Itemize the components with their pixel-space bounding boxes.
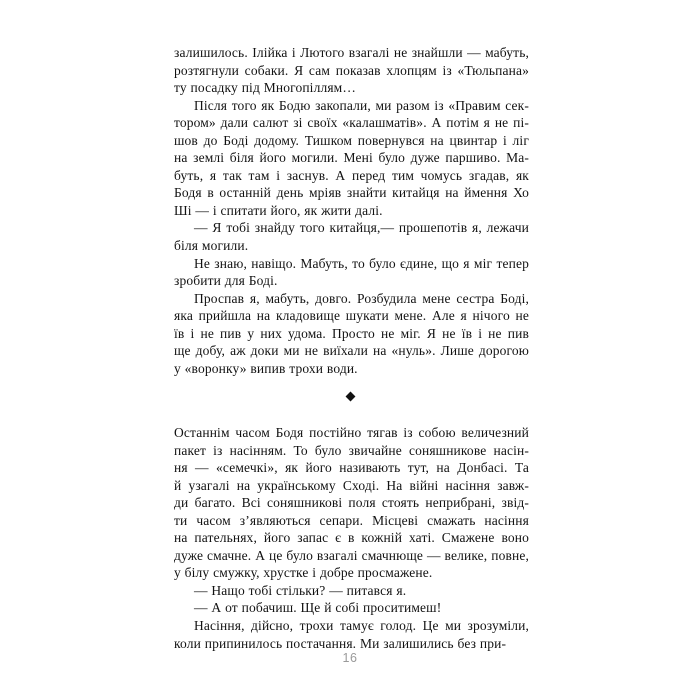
paragraph <box>174 255 529 290</box>
text-line: Бодя в останній день мріяв знайти китайця на ймення Хо <box>174 185 529 201</box>
paragraph <box>174 44 529 97</box>
text-line: яка прийшла на кладовище шукати мене. Але я нічого не <box>174 308 529 324</box>
text-line: шов до Боді додому. Тишком повернувся на цвинтар і ліг <box>174 132 529 148</box>
diamond-icon <box>345 391 355 401</box>
text-line: тором» дали салют зі своїх «калашматів». А потім я не пі- <box>174 115 529 131</box>
text-line: ту посадку під Многопіллям… <box>174 80 356 96</box>
text-line: Не знаю, навіщо. Мабуть, то було єдине, що я міг тепер <box>194 255 529 271</box>
text-line: розтягнули собаки. Я сам показав хлопцям із «Тюльпана» <box>174 62 529 78</box>
text-line: пакет із насінням. То було звичайне соняшникове насін- <box>174 442 529 458</box>
text-line: на пательнях, його запас є в кожній хаті. Смажене воно <box>174 530 529 546</box>
text-line: у білу смужку, хрустке і добре просмажене. <box>174 565 433 581</box>
text-line: Проспав я, мабуть, довго. Розбудила мене сестра Боді, <box>194 290 529 306</box>
text-line: — Я тобі знайду того китайця,— прошепотів я, лежачи <box>194 220 529 236</box>
paragraph <box>174 424 529 582</box>
text-line: Після того як Бодю закопали, ми разом із «Правим сек- <box>194 97 529 113</box>
text-line: ще добу, аж доки ми не виїхали на «нуль». Лише дорогою <box>174 343 529 359</box>
paragraph <box>174 97 529 220</box>
paragraph <box>174 617 529 652</box>
text-line: — Нащо тобі стільки? — питався я. <box>194 582 407 598</box>
paragraph <box>174 582 529 600</box>
paragraph <box>174 599 529 617</box>
text-line: на землі біля його могили. Мені було дуже паршиво. Ма- <box>174 150 529 166</box>
text-column-upper <box>174 44 529 377</box>
text-line: залишилось. Ілійка і Лютого взагалі не знайшли — мабуть, <box>174 45 529 60</box>
text-line: — А от побачиш. Ще й собі проситимеш! <box>194 600 442 616</box>
text-line: Останнім часом Бодя постійно тягав із собою величезний <box>174 425 529 440</box>
text-line: буть, я так там і заснув. А перед тим чомусь згадав, як <box>174 167 529 183</box>
section-divider-ornament <box>0 386 700 406</box>
text-line: коли припинилось постачання. Ми залишились без при- <box>174 635 507 651</box>
page-number: 16 <box>342 651 358 665</box>
text-line: Ші — і спитати його, як жити далі. <box>174 202 383 218</box>
text-line: їв і не пив у них удома. Просто не міг. Я не їв і не пив <box>174 325 529 341</box>
text-line: ня — «семечкі», як його називають тут, на Донбасі. Та <box>174 460 529 476</box>
text-line: дуже смачне. А це було взагалі смачнюще — велике, повне, <box>174 547 529 563</box>
text-line: біля могили. <box>174 238 249 254</box>
text-line: Насіння, дійсно, трохи тамує голод. Це ми зрозуміли, <box>194 618 529 634</box>
text-line: й узагалі на українському Сході. На війні насіння завж- <box>174 477 529 493</box>
text-line: у «воронку» випив трохи води. <box>174 360 358 376</box>
text-line: ди багато. Всі соняшникові поля стоять неприбрані, звід- <box>174 495 529 511</box>
text-column-lower <box>174 424 529 652</box>
text-line: зробити для Боді. <box>174 273 278 289</box>
paragraph <box>174 290 529 378</box>
text-line: ти часом з’являються сепари. Місцеві смажать насіння <box>174 512 529 528</box>
paragraph <box>174 219 529 254</box>
